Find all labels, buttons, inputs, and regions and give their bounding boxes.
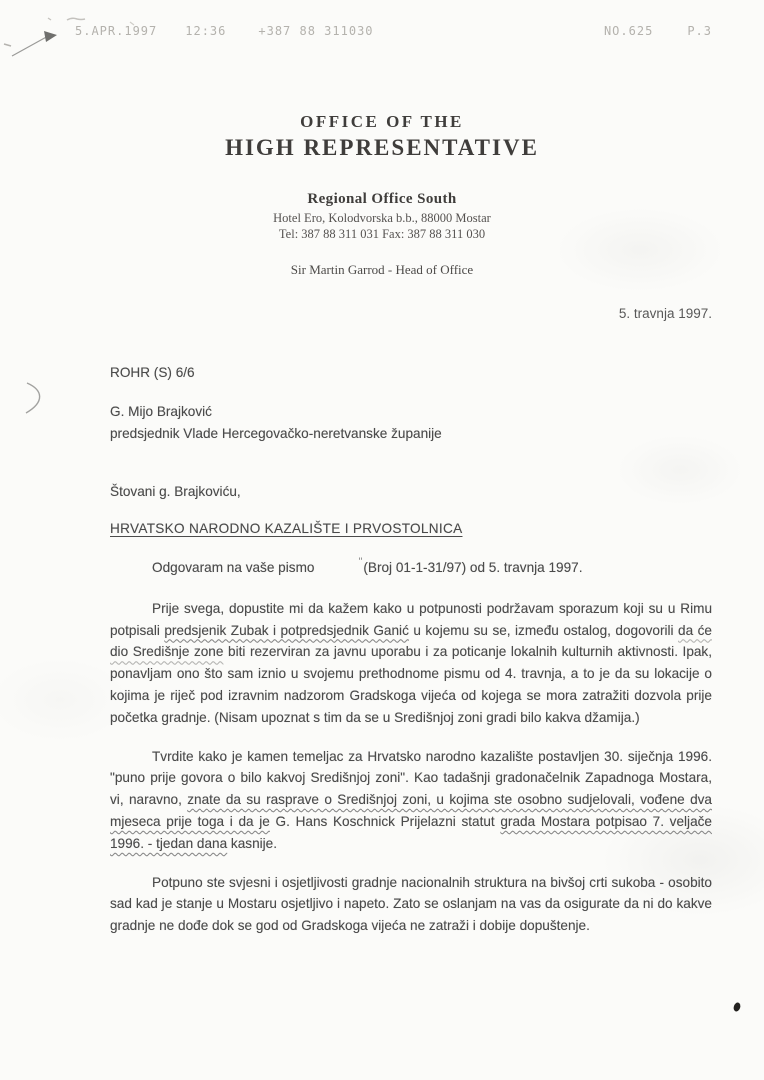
letter-body: [110, 362, 712, 937]
paragraph-1: [110, 598, 712, 729]
salutation: Štovani g. Brajkoviću,: [110, 484, 241, 500]
p2-pen-underlined-segment: znate da su rasprave o Središnjoj zoni, u kojima ste osobno sudjelovali, vođene dva mjeseca prije toga i da je: [110, 792, 712, 829]
p1-pen-underlined-segment: predsjenik Zubak i potpredsjednik Ganić: [164, 622, 409, 638]
ink-dot-icon: [733, 1002, 742, 1013]
p1-segment: u kojemu su se, između ostalog, dogovorili: [408, 622, 679, 638]
letterhead: [0, 112, 764, 278]
p2-pen-underlined-segment: grada Mostara potpisao 7. veljače 1996. - tjedan dana: [110, 813, 712, 851]
fax-page-no: P.3: [687, 24, 712, 38]
letter-date: 5. travnja 1997.: [618, 306, 712, 321]
p1-pen-underlined-segment: da će dio Središnje zone: [110, 622, 712, 660]
fax-time: 12:36: [185, 24, 227, 38]
p2-segment: G. Hans Koschnick Prijelazni statut: [269, 813, 501, 829]
p1-segment: biti rezerviran za javnu uporabu i za poticanje lokalnih kulturnih aktivnosti. Ipak, ponavljam ono što sam iznio u svojemu prethodnome pismu od 4. travnja, a to je da su lokacije o kojima je riječ pod izravnim nadzorom Gradskoga vijeća od kojega se mora zatražiti dozvola prije početka gradnje. (Nisam upoznat s tim da se u Središnjoj zoni gradi bilo kakva džamija.): [110, 644, 713, 725]
p2-segment: kasnije.: [227, 835, 278, 851]
recipient-title: predsjednik Vlade Hercegovačko-neretvanske županije: [110, 425, 442, 441]
pen-quote-mark-icon: ": [358, 555, 363, 568]
paragraph-3: Potpuno ste svjesni i osjetljivosti gradnje nacionalnih struktura na bivšoj crti sukoba - osobito sad kad je stanje u Mostaru osjetljivo i napeto. Zato se oslanjam na vas da osigurate da ni do kakve gradnje ne dođe dok se god od Gradskoga vijeća ne zatraži i dobije dopuštenje.: [110, 874, 712, 934]
recipient-name: G. Mijo Brajković: [110, 403, 212, 419]
paragraph-2: [110, 746, 712, 855]
recipient-block: [110, 401, 712, 445]
reference-number: ROHR (S) 6/6: [110, 365, 195, 380]
pen-paren-curve-icon: [26, 383, 40, 413]
letterhead-tel-fax: Tel: 387 88 311 031 Fax: 387 88 311 030: [278, 227, 486, 241]
letterhead-regional-office: Regional Office South: [307, 191, 457, 207]
intro-text-post: (Broj 01-1-31/97) od 5. travnja 1997.: [363, 559, 583, 575]
p1-segment: Prije svega, dopustite mi da kažem kako u potpunosti podržavam sporazum koji su u Rimu potpisali: [110, 600, 712, 638]
fax-transmission-header: [75, 24, 712, 38]
fax-transmission-no: NO.625: [603, 24, 654, 38]
subject-heading: HRVATSKO NARODNO KAZALIŠTE I PRVOSTOLNICA: [110, 521, 463, 537]
intro-text-pre: Odgovaram na vaše pismo: [152, 559, 315, 575]
intro-paragraph: [110, 557, 712, 581]
fax-sender-number: +387 88 311030: [258, 24, 374, 38]
letterhead-address: Hotel Ero, Kolodvorska b.b., 88000 Mostar: [273, 211, 491, 225]
fax-date: 5.APR.1997: [75, 24, 158, 38]
p2-segment: Tvrdite kako je kamen temeljac za Hrvatsko narodno kazalište postavljen 30. siječnja 1996. "puno prije govora o bilo kakvoj Središnjoj zoni". Kao tadašnji gradonačelnik Zapadnoga Mostara, vi, naravno,: [110, 748, 712, 808]
letterhead-head-of-office: Sir Martin Garrod - Head of Office: [290, 262, 474, 277]
letterhead-office-line1: OFFICE OF THE: [300, 112, 464, 131]
letterhead-office-line2: HIGH REPRESENTATIVE: [225, 135, 539, 160]
